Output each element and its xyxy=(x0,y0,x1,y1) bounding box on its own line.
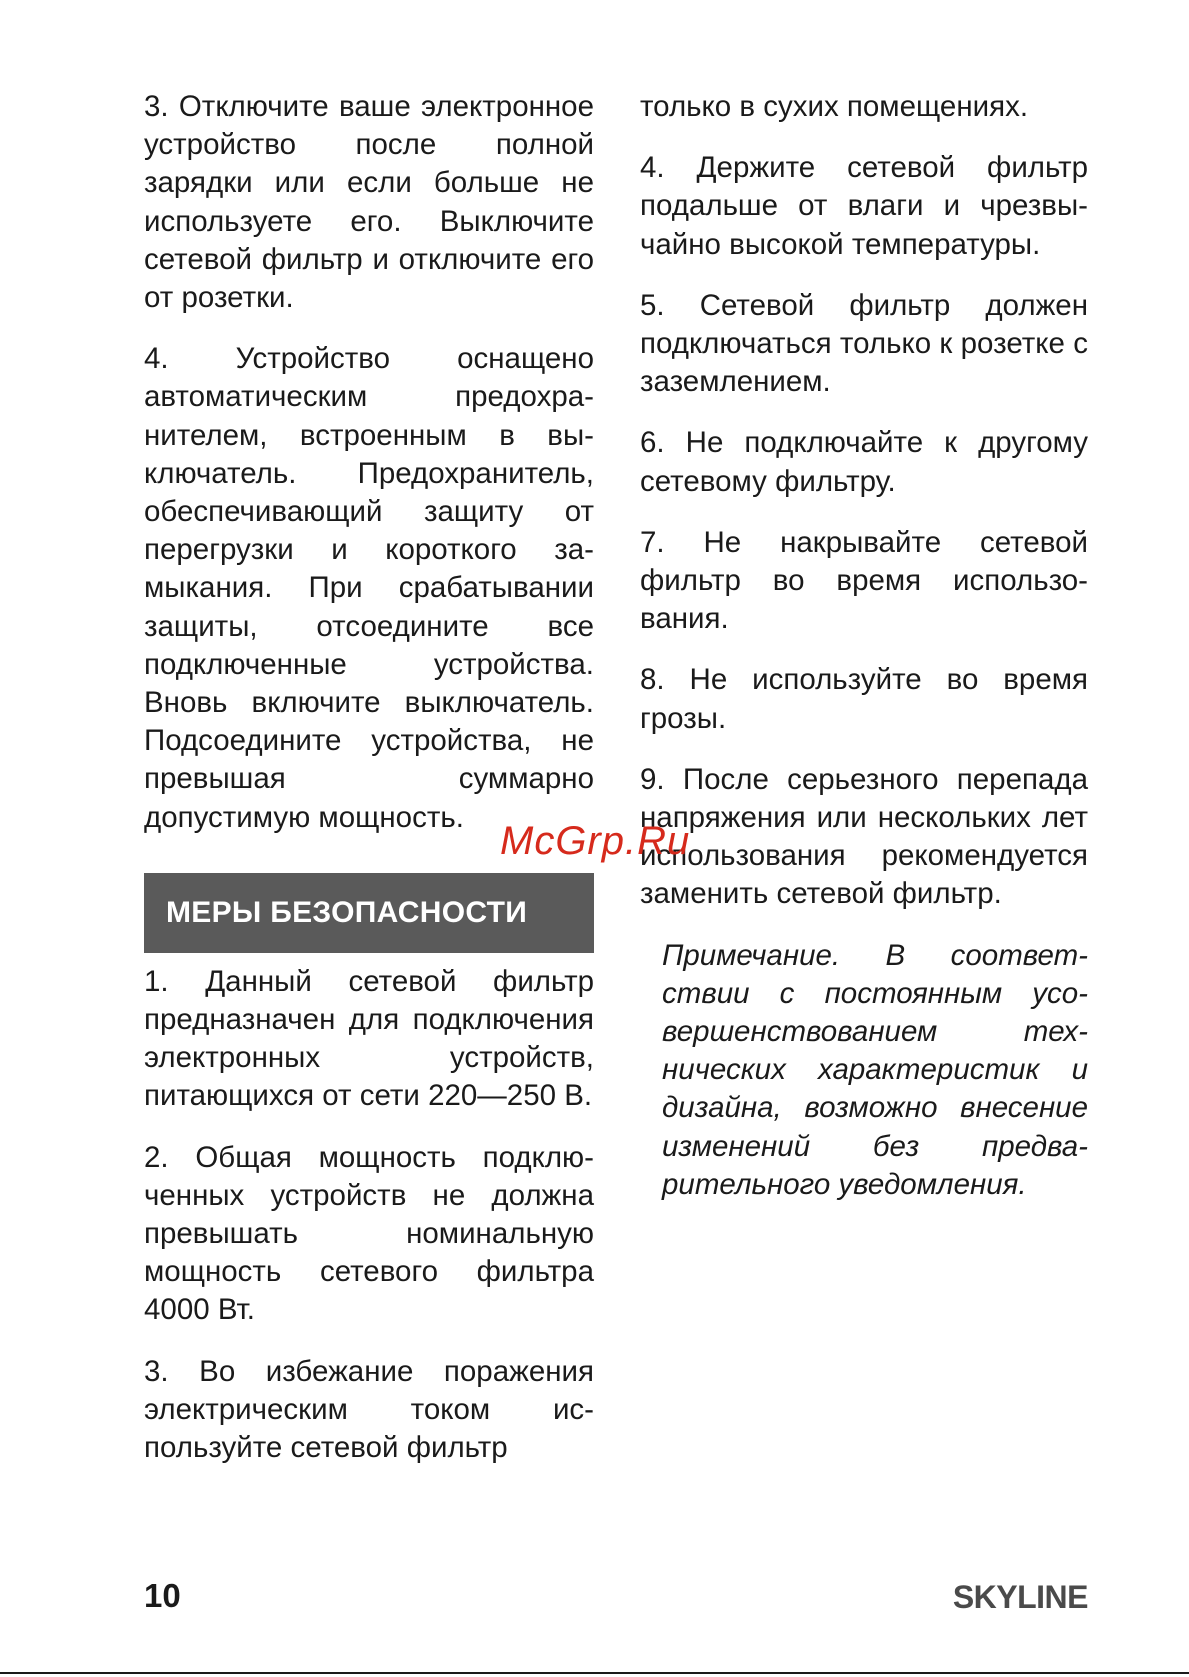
safety-item-4: 4. Держите сетевой фильтр подальше от влаги и чрезвычайно высокой температуры. xyxy=(640,151,1088,261)
safety-item-6: 6. Не подключайте к другому сетевому фильтру. xyxy=(640,426,1088,498)
safety-item-1: 1. Данный сетевой фильтр предназначен для подключения электронных устройств, питающихся от сети 220—250 В. xyxy=(144,964,594,1113)
safety-item-9: 9. После серьезного перепада напряжения или нескольких лет использования рекомендуется заменить сетевой фильтр. xyxy=(640,762,1088,911)
paragraph-disconnect-device: 3. Отключите ваше электронное устройство после полной зарядки или если больше не используете его. Выключите сетевой фильтр и отключите его от розетки. xyxy=(144,90,594,315)
watermark-text: McGrp.Ru xyxy=(500,819,691,863)
note-paragraph: Примечание. В соответствии с постоянным усовершенствованием технических характеристик и дизайна, возможно внесение изменений без предварительного уведомления. xyxy=(662,938,1088,1201)
left-column xyxy=(144,88,594,1490)
safety-item-3: 3. Во избежание поражения электрическим током используйте сетевой фильтр xyxy=(144,1354,594,1465)
section-title-safety: МЕРЫ БЕЗОПАСНОСТИ xyxy=(144,873,594,953)
bottom-divider xyxy=(0,1672,1189,1674)
safety-item-2: 2. Общая мощность подключенных устройств не должна превышать номинальную мощность сетевого фильтра 4000 Вт. xyxy=(144,1140,594,1327)
safety-item-5: 5. Сетевой фильтр должен подключаться только к розетке с заземлением. xyxy=(640,288,1088,399)
safety-item-7: 7. Не накрывайте сетевой фильтр во время использования. xyxy=(640,525,1088,636)
brand-logo: SKYLINE xyxy=(952,1579,1088,1615)
paragraph-fuse-info: 4. Устройство оснащено автоматическим предохранителем, встроенным в выключатель. Предохранитель, обеспечивающий защиту от перегрузки и короткого замыкания. При срабатывании защиты, отсоедините все подключенные устройства. Вновь включите выключатель. Подсоедините устройства, не превышая суммарно допустимую мощность. xyxy=(144,342,594,834)
safety-item-8: 8. Не используйте во время грозы. xyxy=(640,663,1088,735)
right-column xyxy=(640,88,1088,1204)
safety-item-3-continued: только в сухих помещениях. xyxy=(640,90,1029,123)
page-number: 10 xyxy=(144,1577,181,1614)
